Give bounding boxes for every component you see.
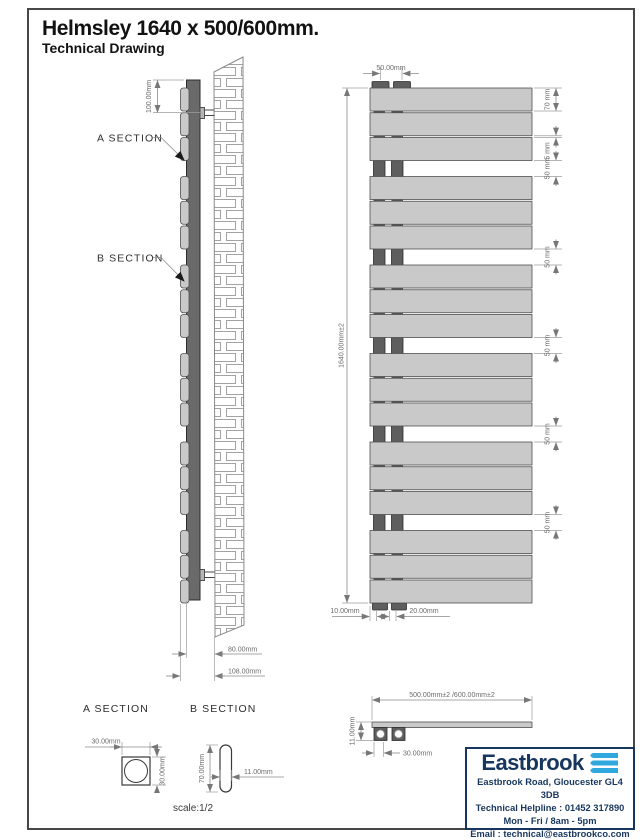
svg-text:50 mm: 50 mm	[544, 511, 552, 534]
dim-foot-offset-label: 10.00mm	[330, 608, 360, 615]
scale-note: scale:1/2	[173, 803, 214, 814]
page-title: Helmsley 1640 x 500/600mm.	[42, 17, 319, 40]
dim-pipe-gap-label: 20.00mm	[409, 608, 439, 615]
detail-b-height-label: 70.00mm	[199, 753, 206, 784]
plan-depth-label: 11.00mm	[349, 716, 357, 746]
plan-pipe-offset-label: 30.00mm	[403, 750, 433, 758]
dim-depth-body-label: 80.00mm	[228, 646, 258, 654]
dim-group-gap-4	[534, 417, 562, 452]
dim-group-gap-5	[534, 505, 562, 540]
plan-width-label: 500.00mm±2 /600.00mm±2	[409, 692, 495, 699]
detail-b-width-label: 11.00mm	[244, 769, 273, 776]
section-b-callout	[97, 253, 184, 282]
dim-pipe-centres-label: 50.00mm	[376, 65, 406, 72]
manufacturer-details	[467, 776, 633, 840]
detail-a-label: A SECTION	[83, 703, 149, 715]
svg-text:50 mm: 50 mm	[544, 334, 552, 357]
detail-b-profile	[220, 745, 232, 792]
detail-a	[83, 703, 167, 793]
detail-b-label: B SECTION	[190, 703, 257, 715]
detail-b	[190, 703, 284, 792]
svg-text:50 mm: 50 mm	[544, 423, 552, 445]
dim-overall-height-label: 1640.00mm±2	[338, 323, 346, 368]
wall-bracket-bottom	[200, 570, 215, 581]
front-view	[330, 65, 562, 621]
manufacturer-hours: Mon - Fri / 8am - 5pm	[503, 816, 597, 827]
dim-right-side	[534, 88, 562, 540]
svg-text:50 mm: 50 mm	[544, 157, 552, 180]
svg-text:50 mm: 50 mm	[544, 246, 552, 268]
side-view	[97, 57, 265, 681]
dim-group-gap-3	[534, 328, 562, 363]
section-a-label: A SECTION	[97, 132, 163, 145]
dim-bottom-pipes	[330, 606, 450, 621]
brand-name: Eastbrook	[481, 750, 584, 775]
wall-section	[214, 57, 244, 637]
section-a-callout	[97, 133, 184, 161]
dim-panel-height-label: 70 mm	[544, 88, 552, 111]
page-subtitle: Technical Drawing	[42, 40, 165, 56]
section-b-label: B SECTION	[97, 252, 164, 265]
plan-panel-bar	[372, 722, 532, 728]
detail-a-width-label: 30.00mm	[91, 738, 121, 746]
manufacturer-helpline: Technical Helpline : 01452 317890	[475, 803, 625, 814]
dim-bracket-offset-label: 100.00mm	[146, 79, 153, 114]
brand-row	[481, 750, 618, 776]
dim-group-gap-2	[534, 240, 562, 275]
plan-pipe-bosses	[374, 728, 405, 741]
manufacturer-email: Email : technical@eastbrookco.com	[470, 829, 630, 840]
manufacturer-address: Eastbrook Road, Gloucester GL4 3DB	[477, 777, 623, 801]
dim-depth-overall-label: 108.00mm	[228, 668, 262, 676]
detail-a-square	[122, 757, 150, 785]
eastbrook-waves-icon	[589, 752, 619, 775]
manufacturer-box	[465, 747, 635, 840]
dim-overall-height	[339, 88, 369, 603]
dim-pipe-centres	[363, 65, 419, 80]
detail-a-height-label: 30.00mm	[159, 756, 167, 786]
wall-bracket-top	[200, 108, 215, 119]
dim-panel-gap-label: 5 mm	[544, 142, 552, 160]
